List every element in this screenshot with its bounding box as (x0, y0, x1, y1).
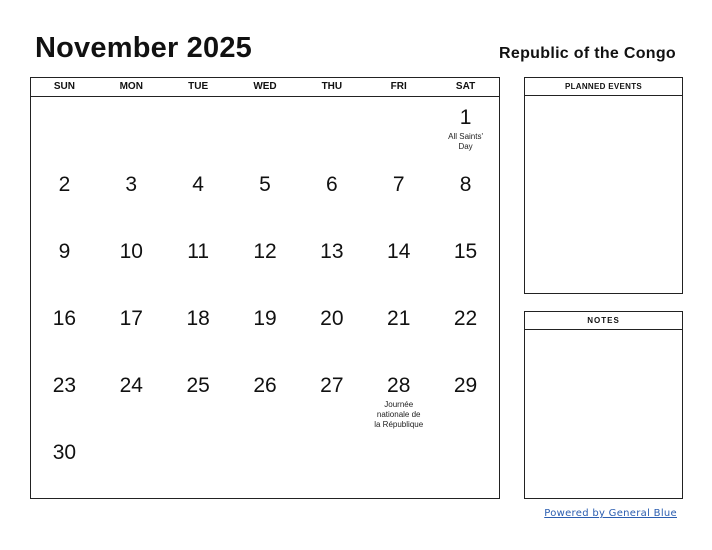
day-number: 21 (387, 307, 411, 330)
day-cell (165, 365, 232, 432)
day-cell (98, 365, 165, 432)
day-cell (432, 432, 499, 499)
notes-panel (524, 311, 683, 499)
day-number: 25 (186, 374, 210, 397)
day-cell (232, 231, 299, 298)
day-cell (165, 231, 232, 298)
day-cell (232, 432, 299, 499)
day-cell (31, 298, 98, 365)
day-number (365, 97, 432, 107)
day-number: 22 (453, 307, 478, 330)
day-cell (98, 298, 165, 365)
day-cell (432, 97, 499, 164)
day-number: 6 (326, 173, 338, 196)
day-cell (98, 231, 165, 298)
day-number (98, 432, 165, 442)
country-name: Republic of the Congo (499, 45, 676, 62)
day-number: 16 (52, 307, 77, 330)
day-number: 5 (259, 173, 271, 196)
day-cell (232, 97, 299, 164)
day-number: 7 (392, 173, 405, 196)
day-number: 4 (192, 173, 204, 196)
day-number (232, 432, 299, 442)
day-cell (165, 298, 232, 365)
planned-events-header: PLANNED EVENTS (525, 78, 682, 96)
day-cell (432, 231, 499, 298)
day-cell (98, 164, 165, 231)
day-cell (31, 164, 98, 231)
day-cell (298, 164, 365, 231)
weekday-label: MON (119, 81, 143, 92)
day-number: 19 (253, 307, 277, 330)
powered-by-link[interactable]: Powered by General Blue (544, 508, 677, 519)
day-number: 12 (253, 240, 277, 263)
weekday-header (31, 78, 499, 97)
day-number: 13 (320, 240, 344, 263)
month-calendar (30, 77, 500, 499)
holiday-label: Journée nationale de la République (374, 400, 424, 429)
day-number (365, 432, 432, 442)
day-number (165, 97, 232, 107)
day-cell (165, 164, 232, 231)
day-number (165, 432, 232, 442)
holiday-label: All Saints' Day (448, 132, 483, 151)
day-cell (165, 97, 232, 164)
day-number (98, 97, 165, 107)
day-cell (298, 298, 365, 365)
weekday-label: THU (321, 81, 343, 92)
day-number (31, 97, 98, 107)
day-number: 26 (253, 374, 277, 397)
day-number: 18 (186, 307, 210, 330)
weekday-label: FRI (390, 81, 407, 92)
day-number (298, 432, 365, 442)
day-cell (365, 231, 432, 298)
day-cell (232, 365, 299, 432)
day-cell (232, 298, 299, 365)
day-cell (232, 164, 299, 231)
day-number: 8 (459, 173, 472, 196)
day-cell (31, 365, 98, 432)
page-title: November 2025 (35, 32, 252, 64)
day-cell (432, 298, 499, 365)
weekday-label: WED (253, 81, 277, 92)
day-cell (365, 432, 432, 499)
planned-events-panel (524, 77, 683, 294)
day-cell (98, 97, 165, 164)
day-number: 23 (52, 374, 77, 397)
day-cell (298, 432, 365, 499)
day-grid (31, 97, 499, 499)
day-cell (432, 164, 499, 231)
day-number: 2 (58, 173, 71, 196)
day-cell (298, 365, 365, 432)
day-number: 14 (387, 240, 411, 263)
day-cell (298, 97, 365, 164)
day-number: 17 (119, 307, 143, 330)
day-number: 24 (119, 374, 143, 397)
weekday-label: TUE (188, 81, 209, 92)
weekday-label: SUN (53, 81, 75, 92)
day-number: 30 (52, 441, 77, 464)
day-cell (365, 97, 432, 164)
day-number: 10 (119, 240, 143, 263)
day-cell (31, 231, 98, 298)
day-cell (98, 432, 165, 499)
day-number: 20 (320, 307, 344, 330)
day-number (298, 97, 365, 107)
day-number (432, 432, 499, 442)
day-number: 11 (187, 240, 210, 263)
day-number: 27 (320, 374, 344, 397)
day-number: 1 (459, 106, 472, 129)
day-number: 15 (453, 240, 478, 263)
weekday-label: SAT (455, 81, 476, 92)
notes-header: NOTES (525, 312, 682, 330)
day-cell (31, 97, 98, 164)
day-cell (365, 298, 432, 365)
day-cell (165, 432, 232, 499)
day-cell (31, 432, 98, 499)
day-number: 3 (125, 173, 138, 196)
day-number: 28 (387, 374, 411, 397)
day-number: 9 (58, 240, 71, 263)
day-cell (365, 365, 432, 432)
day-cell (432, 365, 499, 432)
day-number (232, 97, 299, 107)
day-cell (365, 164, 432, 231)
day-cell (298, 231, 365, 298)
day-number: 29 (453, 374, 478, 397)
